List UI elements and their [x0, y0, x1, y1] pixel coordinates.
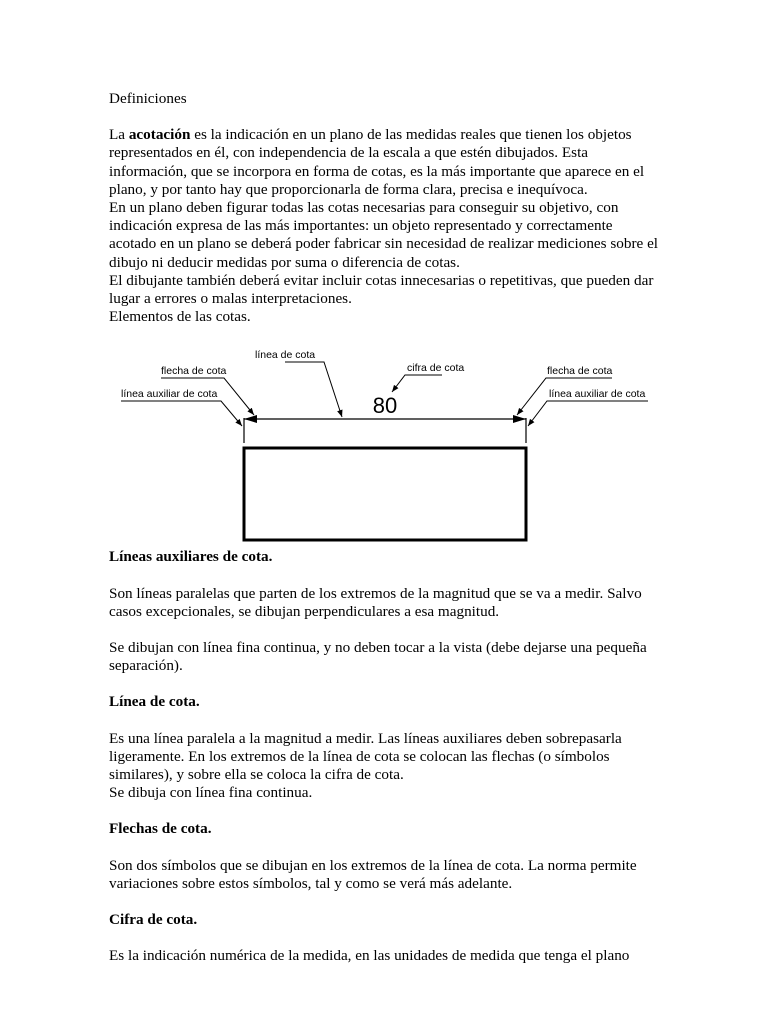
label-flecha-de-cota-left: flecha de cota — [161, 365, 227, 378]
term-acotacion: acotación — [128, 126, 191, 144]
label-linea-auxiliar-right: línea auxiliar de cota — [549, 388, 646, 401]
label-cifra-de-cota: cifra de cota — [407, 362, 465, 375]
intro-p1-post: es la indicación en un plano de las medidas reales que tienen los objetos representados en él, con independencia de la escala a que estén dibujados. Esta información, que se incorpora en forma de cotas, es la más importante que aparece en el plano, y por tanto hay que proporcionarla de forma clara, precisa e inequívoca. — [109, 126, 645, 198]
section-paragraph: Es una línea paralela a la magnitud a medir. Las líneas auxiliares deben sobrepasarla ligeramente. En los extremos de la línea de cota se colocan las flechas (o símbolos similares), y sobre ella se coloca la cifra de cota. — [109, 729, 622, 784]
dimension-value: 80 — [372, 393, 398, 419]
leader-dimension-line — [285, 362, 342, 417]
leader-dimension-value — [392, 375, 442, 392]
section-paragraph: Son líneas paralelas que parten de los extremos de la magnitud que se va a medir. Salvo casos excepcionales, se dibujan perpendiculares a esa magnitud. — [109, 584, 642, 620]
label-flecha-de-cota-right: flecha de cota — [547, 365, 613, 378]
intro-paragraph-1 — [109, 126, 661, 199]
intro-paragraph-3: El dibujante también deberá evitar incluir cotas innecesarias o repetitivas, que pueden dar lugar a errores o malas interpretaciones. — [109, 271, 654, 308]
section-paragraph: Se dibujan con línea fina continua, y no deben tocar a la vista (debe dejarse una pequeña separación). — [109, 639, 647, 675]
section-heading: Línea de cota. — [109, 693, 200, 711]
section-paragraph: Se dibuja con línea fina continua. — [109, 784, 313, 802]
section-heading: Líneas auxiliares de cota. — [109, 548, 273, 566]
intro-paragraph-2: En un plano deben figurar todas las cotas necesarias para conseguir su objetivo, con indicación expresa de las más importantes: un objeto representado y correctamente acotado en un plano se deberá poder fabricar sin necesidad de realizar mediciones sobre el dibujo ni deducir medidas por suma o diferencia de cotas. — [109, 199, 659, 271]
section-heading: Flechas de cota. — [109, 820, 212, 838]
object-outline — [244, 448, 526, 540]
document-title: Definiciones — [109, 90, 187, 107]
document-page — [109, 90, 661, 965]
section-heading: Cifra de cota. — [109, 911, 198, 929]
dimension-diagram — [109, 326, 661, 548]
section-paragraph: Son dos símbolos que se dibujan en los extremos de la línea de cota. La norma permite variaciones sobre estos símbolos, tal y como se verá más adelante. — [109, 856, 637, 892]
intro-p1-pre: La — [109, 126, 129, 144]
arrowhead-right — [513, 415, 526, 423]
arrowhead-left — [244, 415, 257, 423]
section-paragraph: Es la indicación numérica de la medida, en las unidades de medida que tenga el plano — [109, 947, 630, 965]
intro-paragraph-4: Elementos de las cotas. — [109, 308, 251, 326]
label-linea-de-cota: línea de cota — [255, 349, 316, 362]
leader-auxiliary-right — [528, 401, 648, 426]
leader-auxiliary-left — [121, 401, 242, 426]
label-linea-auxiliar-left: línea auxiliar de cota — [121, 388, 218, 401]
